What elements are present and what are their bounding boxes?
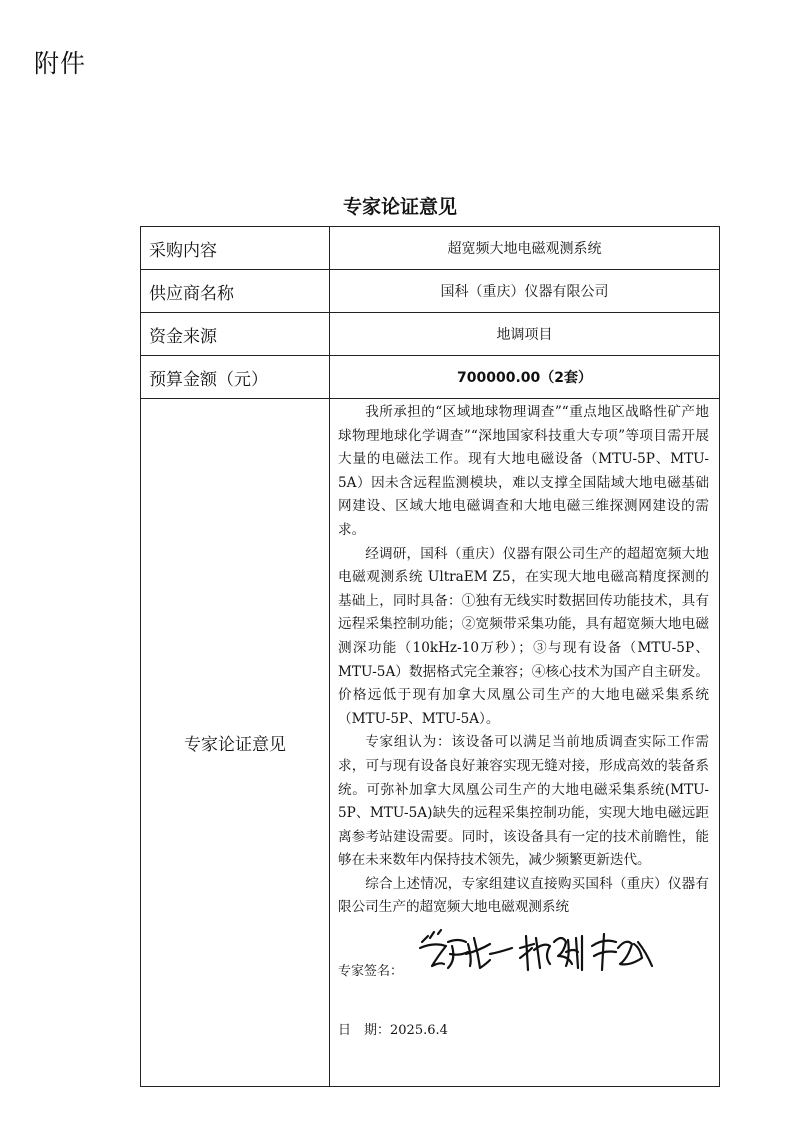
expert-opinion-cell: [330, 399, 720, 1087]
attachment-label: 附件: [34, 49, 87, 78]
review-form-table: [140, 226, 720, 1087]
opinion-paragraph-2: 经调研，国科（重庆）仪器有限公司生产的超超宽频大地电磁观测系统 UltraEM Z5，在实现大地电磁高精度探测的基础上，同时具备：①独有无线实时数据回传功能技术，具有远程采集控制功能；②宽频带采集功能，具有超宽频大地电磁测深功能（10kHz-10万秒）；③与现有设备（MTU-5P、MTU-5A）数据格式完全兼容；④核心技术为国产自主研发。价格远低于现有加拿大凤凰公司生产的大地电磁采集系统（MTU-5P、MTU-5A）。: [338, 545, 709, 727]
table-row: [141, 313, 720, 356]
table-row: [141, 399, 720, 1087]
supplier-name-value: 国科（重庆）仪器有限公司: [330, 270, 720, 313]
opinion-paragraph-1: 我所承担的“区域地球物理调查”“重点地区战略性矿产地球物理地球化学调查”“深地国家科技重大专项”等项目需开展大量的电磁法工作。现有大地电磁设备（MTU-5P、MTU-5A）因未含远程监测模块，难以支撑全国陆域大地电磁基础网建设、区域大地电磁调查和大地电磁三维探测网建设的需求。: [338, 404, 709, 538]
date-value: 2025.6.4: [390, 1023, 448, 1038]
funding-source-value: 地调项目: [330, 313, 720, 356]
procurement-content-value: 超宽频大地电磁观测系统: [330, 227, 720, 270]
date-row: [338, 1019, 448, 1038]
table-row: [141, 227, 720, 270]
budget-label: 预算金额（元）: [141, 356, 330, 399]
document-title: 专家论证意见: [342, 196, 457, 218]
expert-opinion-label: 专家论证意见: [141, 399, 330, 1087]
procurement-content-label: 采购内容: [141, 227, 330, 270]
supplier-name-label: 供应商名称: [141, 270, 330, 313]
opinion-paragraph-4: 综合上述情况，专家组建议直接购买国科（重庆）仪器有限公司生产的超宽频大地电磁观测系统: [338, 875, 709, 916]
date-label: 日 期：: [338, 1023, 391, 1038]
handwritten-signature: [416, 924, 656, 984]
funding-source-label: 资金来源: [141, 313, 330, 356]
opinion-paragraph-3: 专家组认为：该设备可以满足当前地质调查实际工作需求，可与现有设备良好兼容实现无缝对接，形成高效的装备系统。可弥补加拿大凤凰公司生产的大地电磁采集系统(MTU-5P、MTU-5A)缺失的远程采集控制功能，实现大地电磁远距离参考站建设需要。同时，该设备具有一定的技术前瞻性，能够在未来数年内保持技术领先，减少频繁更新迭代。: [338, 734, 709, 869]
signature-label: 专家签名：: [338, 964, 404, 979]
budget-value: 700000.00（2套）: [330, 356, 720, 399]
expert-opinion-body: [330, 399, 719, 1086]
table-row: [141, 270, 720, 313]
table-row: [141, 356, 720, 399]
